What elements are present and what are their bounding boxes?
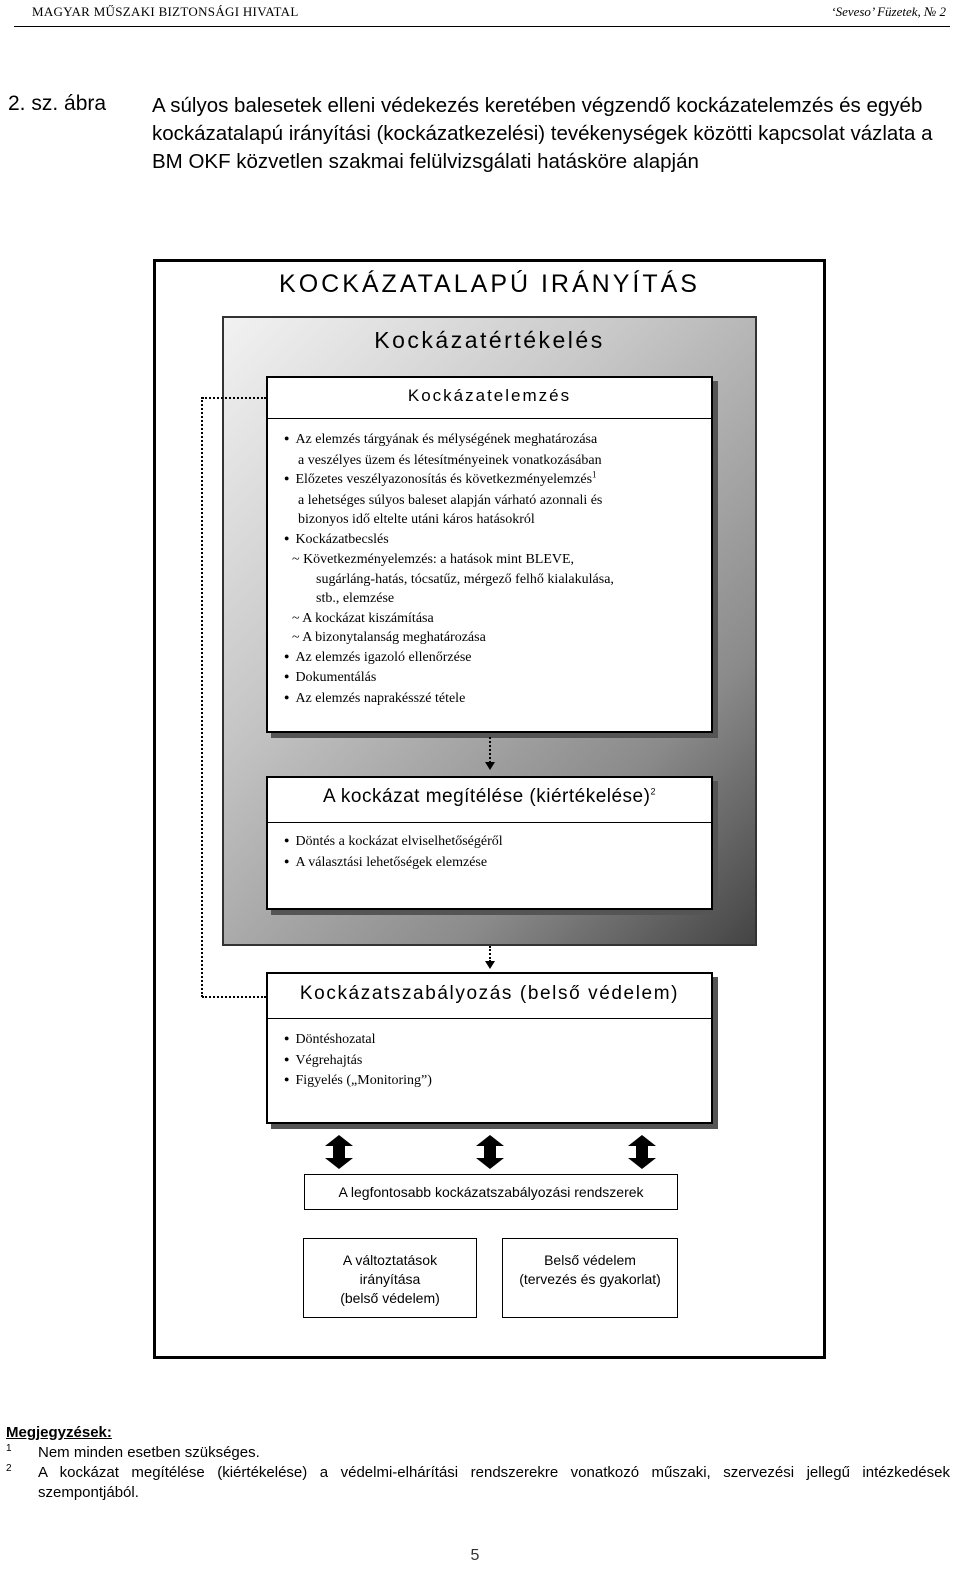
figure-title: A súlyos balesetek elleni védekezés keretében végzendő kockázatelemzés és egyéb kockázatalapú irányítási (kockázatkezelési) tevékenységek közötti kapcsolat vázlata a BM OKF közvetlen szakmai felülvizsgálati hatásköre alapján xyxy=(152,94,933,173)
risk-assessment-title: Kockázatértékelés xyxy=(374,327,605,353)
figure-label: 2. sz. ábra xyxy=(8,92,107,115)
risk-analysis-title: Kockázatelemzés xyxy=(407,386,572,405)
list-item: ● Figyelés („Monitoring”) xyxy=(284,1071,432,1092)
list-item: ● Az elemzés igazoló ellenőrzése xyxy=(284,648,614,669)
risk-control-divider xyxy=(266,1018,713,1019)
list-item: ● Az elemzés naprakésszé tétele xyxy=(284,689,614,710)
connector-line xyxy=(202,397,266,399)
note-text: A kockázat megítélése (kiértékelése) a védelmi-elhárítási rendszerekre vonatkozó műszaki, szervezési jellegű intézkedések szempontjából. xyxy=(38,1464,950,1501)
internal-protection-box xyxy=(502,1238,678,1318)
list-item: ~ A bizonytalanság meghatározása xyxy=(292,630,486,645)
list-item: ● Kockázatbecslés xyxy=(284,530,614,551)
risk-analysis-divider xyxy=(266,418,713,419)
note-number: 1 xyxy=(6,1443,12,1454)
list-item-text: Előzetes veszélyazonosítás és következményelemzés xyxy=(295,472,593,487)
list-item: stb., elemzése xyxy=(316,591,395,606)
double-arrow-icon xyxy=(325,1135,353,1169)
outer-title: KOCKÁZATALAPÚ IRÁNYÍTÁS xyxy=(279,270,700,298)
change-management-line: irányítása xyxy=(359,1271,421,1287)
risk-evaluation-title xyxy=(266,786,713,808)
list-item: a veszélyes üzem és létesítményeinek vonatkozásában xyxy=(298,452,602,468)
list-item: ● Végrehajtás xyxy=(284,1051,432,1072)
header-rule xyxy=(14,26,950,27)
list-item: ● Döntéshozatal xyxy=(284,1030,432,1051)
arrow-down-icon xyxy=(485,762,495,770)
list-item: ~ Következményelemzés: a hatások mint BLEVE, xyxy=(292,552,575,567)
internal-protection-line: Belső védelem xyxy=(544,1252,636,1268)
double-arrow-icon xyxy=(628,1135,656,1169)
risk-control-title: Kockázatszabályozás (belső védelem) xyxy=(299,983,680,1004)
change-management-line: (belső védelem) xyxy=(340,1290,440,1306)
arrow-down-icon xyxy=(485,961,495,969)
list-item: ● Döntés a kockázat elviselhetőségéről xyxy=(284,832,503,853)
connector-line xyxy=(202,996,266,998)
header-series: ‘Seveso’ Füzetek, № 2 xyxy=(831,4,946,19)
footnote-ref: 1 xyxy=(592,469,597,480)
connector-line xyxy=(489,737,491,763)
risk-evaluation-title-text: A kockázat megítélése (kiértékelése) xyxy=(323,786,651,807)
header-agency: MAGYAR MŰSZAKI BIZTONSÁGI HIVATAL xyxy=(32,4,299,19)
note-text: Nem minden esetben szükséges. xyxy=(38,1444,260,1461)
notes-heading: Megjegyzések: xyxy=(6,1424,112,1441)
double-arrow-icon xyxy=(476,1135,504,1169)
risk-control-list xyxy=(284,1030,432,1092)
list-item: ● Az elemzés tárgyának és mélységének meghatározása xyxy=(284,430,614,451)
list-item: ● Dokumentálás xyxy=(284,668,614,689)
page-number: 5 xyxy=(470,1547,480,1564)
internal-protection-line: (tervezés és gyakorlat) xyxy=(519,1271,661,1287)
list-item: bizonyos idő eltelte utáni káros hatásokról xyxy=(298,512,535,527)
change-management-box xyxy=(303,1238,477,1318)
risk-evaluation-list xyxy=(284,832,503,873)
key-systems-box: A legfontosabb kockázatszabályozási rendszerek xyxy=(304,1174,678,1210)
list-item: sugárláng-hatás, tócsatűz, mérgező felhő kialakulása, xyxy=(316,571,614,587)
note-item xyxy=(6,1463,950,1503)
change-management-line: A változtatások xyxy=(342,1252,438,1268)
list-item xyxy=(284,470,614,491)
footnote-ref: 2 xyxy=(650,786,656,797)
risk-analysis-list xyxy=(284,430,614,709)
note-item xyxy=(6,1443,950,1463)
note-number: 2 xyxy=(6,1463,12,1474)
risk-evaluation-divider xyxy=(266,822,713,823)
connector-line xyxy=(201,397,203,997)
list-item: a lehetséges súlyos baleset alapján várható azonnali és xyxy=(298,492,603,508)
connector-line xyxy=(489,946,491,962)
list-item: ~ A kockázat kiszámítása xyxy=(292,610,434,626)
notes-section xyxy=(6,1423,950,1503)
list-item: ● A választási lehetőségek elemzése xyxy=(284,853,503,874)
